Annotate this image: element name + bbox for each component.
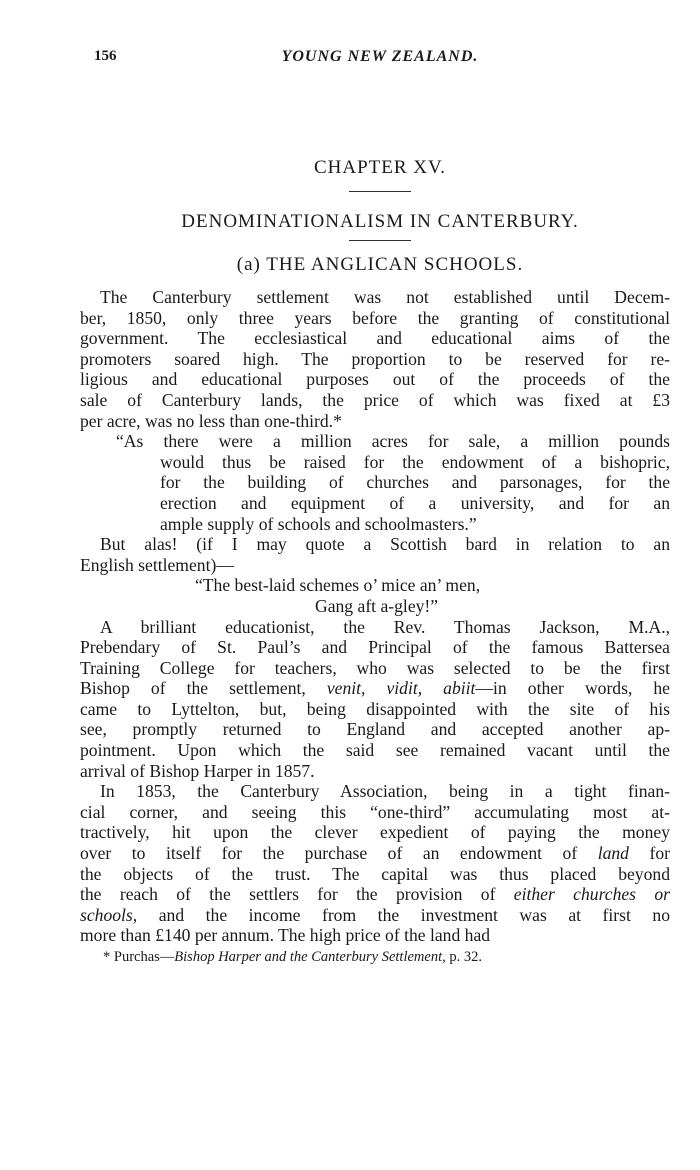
text-segment: Bishop of the settlement,	[80, 678, 327, 699]
text-line: the objects of the trust. The capital was thus placed beyond	[80, 863, 670, 884]
text-line: The Canterbury settlement was not established until Decem-	[100, 287, 670, 307]
text-line: ample supply of schools and schoolmasters.”	[160, 513, 477, 534]
footnote-title: Bishop Harper and the Canterbury Settlement,	[174, 949, 446, 965]
text-line: government. The ecclesiastical and educational aims of the	[80, 328, 670, 349]
text-line: for the building of churches and parsonages, for the	[160, 472, 670, 493]
text-line: ber, 1850, only three years before the granting of constitutional	[80, 307, 670, 328]
paragraph	[80, 287, 670, 431]
italic-text: either churches or	[513, 884, 671, 905]
paragraph	[80, 617, 670, 782]
text-line: would thus be raised for the endowment of a bishopric,	[160, 451, 670, 472]
text-segment: the reach of the settlers for the provision of	[80, 884, 514, 905]
text-line: ligious and educational purposes out of the proceeds of the	[80, 369, 670, 390]
text-line: promoters soared high. The proportion to be reserved for re-	[80, 348, 670, 369]
text-line: arrival of Bishop Harper in 1857.	[80, 760, 315, 781]
text-line: English settlement)—	[80, 554, 234, 575]
text-line: “The best-laid schemes o’ mice an’ men,	[195, 575, 481, 596]
verse-quote	[80, 575, 670, 616]
text-line: erection and equipment of a university, and for an	[160, 492, 670, 513]
text-line: see, promptly returned to England and accepted another ap-	[80, 719, 670, 740]
text-line: per acre, was no less than one-third.*	[80, 410, 342, 431]
italic-text: venit, vidit, abiit	[326, 678, 476, 699]
text-line: “As there were a million acres for sale, a million pounds	[116, 431, 670, 452]
running-header	[0, 48, 700, 70]
text-line: more than £140 per annum. The high price of the land had	[80, 925, 491, 946]
text-segment: —in other words, he	[475, 678, 670, 699]
text-line: In 1853, the Canterbury Association, being in a tight finan-	[100, 781, 670, 802]
text-line: A brilliant educationist, the Rev. Thomas Jackson, M.A.,	[100, 616, 670, 637]
paragraph	[80, 781, 670, 946]
text-line: tractively, hit upon the clever expedient of paying the money	[80, 822, 670, 843]
page-number: 156	[94, 48, 117, 64]
block-quote	[80, 431, 670, 534]
text-line: came to Lyttelton, but, being disappointed with the site of his	[80, 698, 670, 719]
text-line: Training College for teachers, who was selected to be the first	[80, 657, 670, 678]
text-segment: over to itself for the purchase of an endowment of	[80, 843, 598, 864]
section-heading: (a) THE ANGLICAN SCHOOLS.	[236, 254, 524, 275]
italic-text: land	[597, 843, 629, 864]
italic-text: schools,	[80, 904, 138, 925]
chapter-number: CHAPTER XV.	[313, 157, 447, 178]
text-line	[80, 905, 670, 926]
text-line: But alas! (if I may quote a Scottish bard in relation to an	[100, 534, 670, 555]
running-title: YOUNG NEW ZEALAND.	[281, 48, 479, 65]
text-line: Gang aft a-gley!”	[315, 595, 439, 616]
divider-rule	[349, 191, 411, 192]
text-segment: for	[628, 843, 670, 864]
text-line	[80, 884, 670, 905]
divider-rule	[349, 240, 411, 241]
chapter-title: DENOMINATIONALISM IN CANTERBURY.	[181, 211, 579, 232]
text-line	[80, 678, 670, 699]
footnote-suffix: p. 32.	[445, 949, 482, 965]
text-line: cial corner, and seeing this “one-third” accumulating most at-	[80, 801, 670, 822]
paragraph	[80, 534, 670, 575]
text-line: sale of Canterbury lands, the price of which was fixed at £3	[80, 389, 670, 410]
text-line	[80, 843, 670, 864]
footnote	[103, 948, 653, 966]
text-line: pointment. Upon which the said see remained vacant until the	[80, 740, 670, 761]
body-text	[80, 287, 670, 946]
text-line: Prebendary of St. Paul’s and Principal of the famous Battersea	[80, 637, 670, 658]
text-segment: and the income from the investment was at first no	[137, 904, 670, 925]
footnote-prefix: * Purchas—	[103, 949, 175, 965]
